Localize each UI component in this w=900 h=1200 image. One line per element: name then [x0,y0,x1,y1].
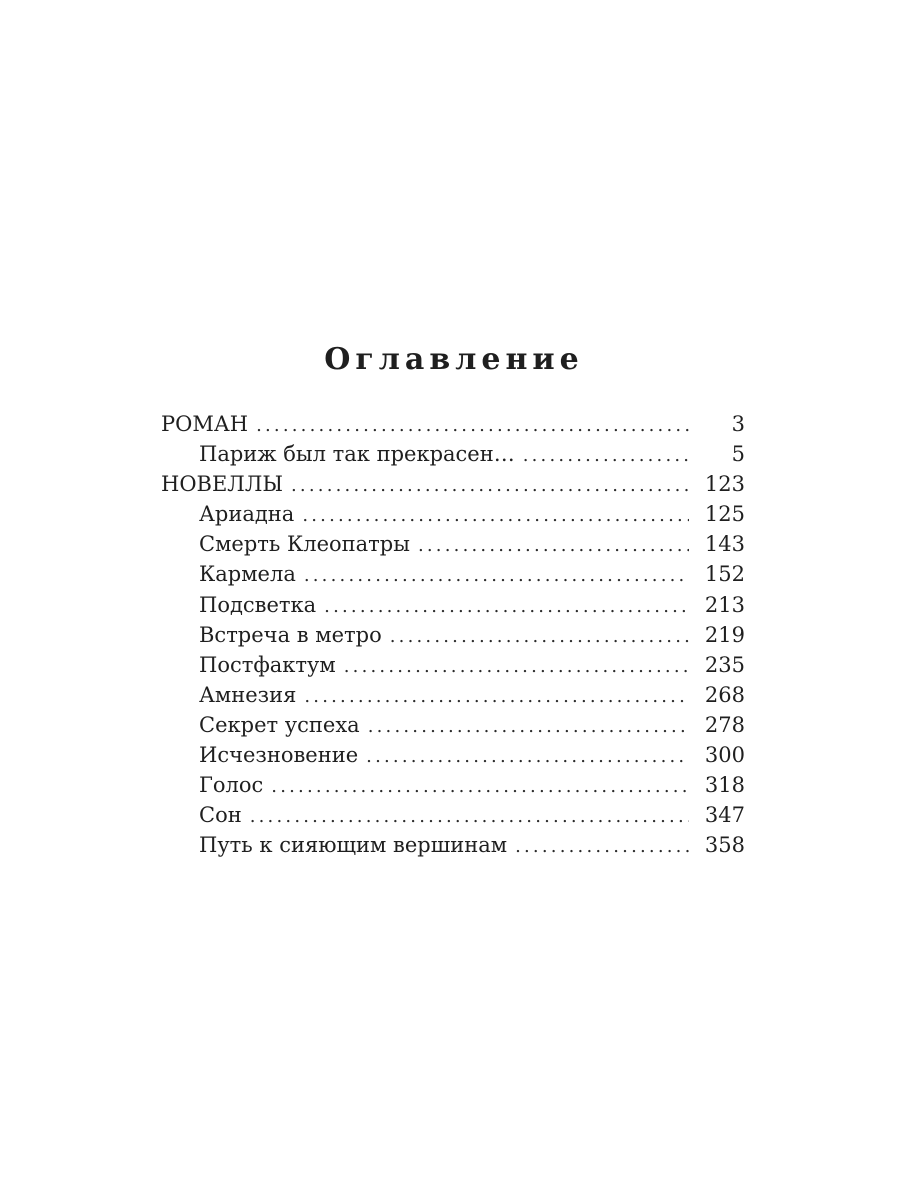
toc-entry-label: Ариадна [199,502,295,527]
toc-entry-label: Секрет успеха [199,712,360,737]
dot-leader [291,471,689,501]
dot-leader [523,441,689,471]
toc-entry [161,529,745,559]
toc-entry-label: Голос [199,773,264,798]
toc-page-number: 235 [704,652,745,677]
toc-entry-label: Сон [199,803,242,828]
toc-entry [161,800,745,830]
toc-page-number: 318 [704,773,745,798]
toc-entry [161,499,745,529]
toc-page-number: 213 [704,592,745,617]
toc-entry [161,590,745,620]
toc-entry-label: Подсветка [199,592,317,617]
toc-entry-label: Париж был так прекрасен… [199,442,515,467]
table-of-contents [161,409,745,860]
toc-entry-label: НОВЕЛЛЫ [161,472,284,497]
toc-entry [161,439,745,469]
toc-entry-label: РОМАН [161,412,249,436]
toc-entry-label: Амнезия [199,682,297,707]
toc-section-entry [161,409,745,439]
toc-page-number: 3 [731,412,745,436]
toc-entry-label: Постфактум [199,652,336,677]
toc-page-number: 268 [704,682,745,707]
dot-leader [256,411,689,441]
toc-page-number: 278 [704,712,745,737]
dot-leader [366,742,689,772]
toc-entry [161,650,745,680]
dot-leader [250,802,689,832]
dot-leader [368,712,689,742]
dot-leader [304,682,689,712]
dot-leader [515,832,689,862]
toc-entry [161,680,745,710]
toc-section-entry [161,469,745,499]
toc-page-number: 123 [704,472,745,497]
toc-entry [161,770,745,800]
dot-leader [344,652,689,682]
dot-leader [271,772,689,802]
toc-entry [161,620,745,650]
toc-page-number: 125 [704,502,745,527]
toc-entry [161,710,745,740]
toc-page-number: 300 [704,743,745,768]
toc-page-number: 347 [704,803,745,828]
toc-entry-label: Исчезновение [199,743,359,768]
page-title: Оглавление [324,342,584,377]
toc-entry [161,830,745,860]
toc-entry-label: Путь к сияющим вершинам [199,833,508,858]
toc-page-number: 219 [704,622,745,647]
dot-leader [324,592,689,622]
toc-page-number: 5 [731,442,745,467]
dot-leader [304,561,689,591]
toc-entry [161,740,745,770]
toc-page-number: 143 [704,532,745,557]
dot-leader [302,501,689,531]
toc-entry-label: Смерть Клеопатры [199,532,410,557]
toc-entry-label: Встреча в метро [199,622,382,647]
dot-leader [418,531,689,561]
toc-page-number: 152 [704,562,745,587]
dot-leader [390,622,689,652]
toc-entry [161,559,745,589]
toc-page-number: 358 [704,833,745,858]
toc-entry-label: Кармела [199,562,296,587]
